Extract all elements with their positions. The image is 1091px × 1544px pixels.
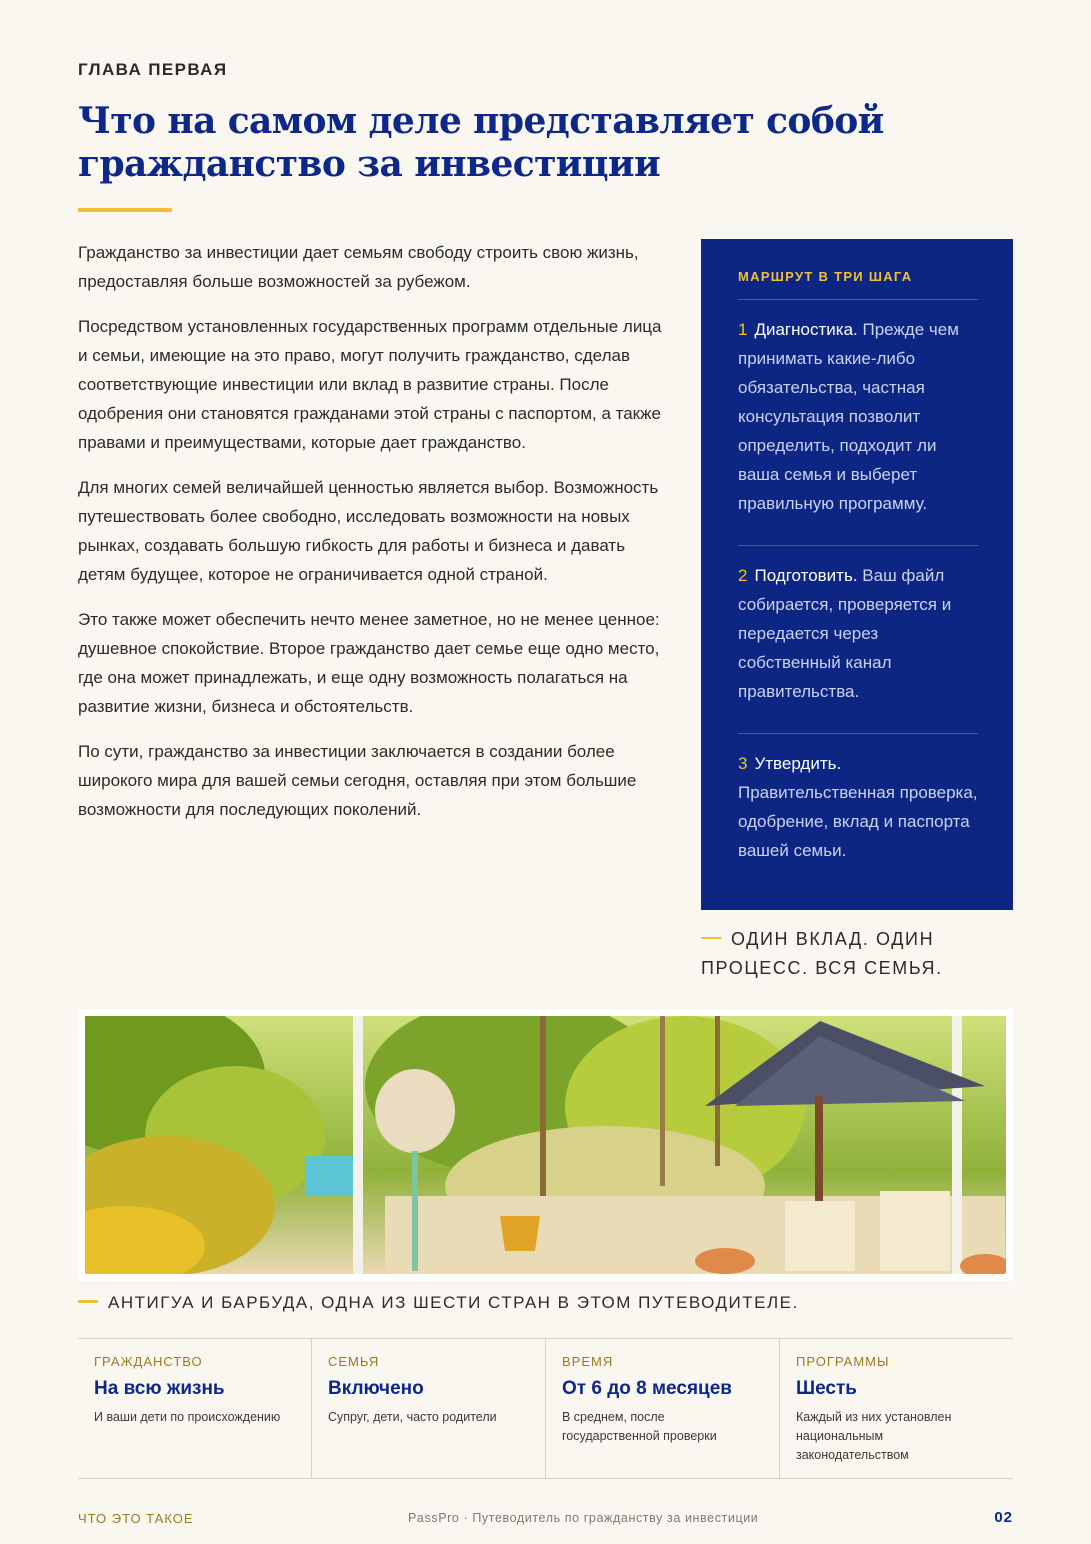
resort-illustration [85, 1016, 1006, 1274]
step-text: Правительственная проверка, одобрение, вклад и паспорта вашей семьи. [738, 783, 978, 860]
stat-cell [546, 1339, 780, 1478]
stat-value: Шесть [796, 1378, 857, 1399]
page-title: Что на самом деле представляет собой гражданство за инвестиции [78, 100, 884, 185]
body-text [78, 238, 668, 840]
tagline-text: ОДИН ВКЛАД. ОДИН ПРОЦЕСС. ВСЯ СЕМЬЯ. [701, 929, 943, 978]
stat-label: ВРЕМЯ [562, 1354, 614, 1369]
stat-cell [78, 1339, 312, 1478]
three-step-sidebar [701, 239, 1013, 910]
body-paragraph: Это также может обеспечить нечто менее заметное, но не менее ценное: душевное спокойствие. Второе гражданство дает семье еще одно место, где она может принадлежать, и еще одну возможность полагаться на развитие жизни, бизнеса и обстоятельств. [78, 610, 660, 716]
step-text: Ваш файл собирается, проверяется и передается через собственный канал правительства. [738, 566, 952, 701]
stat-value: На всю жизнь [94, 1378, 225, 1399]
step-text: Прежде чем принимать какие-либо обязательства, частная консультация позволит определить, подходит ли ваша семья и выберет правильную программу. [738, 320, 959, 513]
body-paragraph: Посредством установленных государственных программ отдельные лица и семьи, имеющие на это право, могут получить гражданство, сделав соответствующие инвестиции или вклад в развитие страны. После одобрения они становятся гражданами этой страны с паспортом, а также правами и преимуществами, которые дает гражданство. [78, 317, 662, 452]
step-name: Диагностика. [754, 320, 858, 339]
chapter-eyebrow: ГЛАВА ПЕРВАЯ [78, 60, 228, 79]
step-item [738, 546, 978, 734]
stat-note: И ваши дети по происхождению [94, 1410, 281, 1424]
step-number: 3 [738, 754, 748, 773]
gold-dash [701, 937, 721, 939]
stat-note: Каждый из них установлен национальным законодательством [796, 1410, 952, 1462]
stat-label: ГРАЖДАНСТВО [94, 1354, 203, 1369]
page-number: 02 [994, 1509, 1013, 1526]
body-paragraph: По сути, гражданство за инвестиции заключается в создании более широкого мира для вашей семьи сегодня, оставляя при этом большие возможности для последующих поколений. [78, 742, 637, 819]
footer-section-label: ЧТО ЭТО ТАКОЕ [78, 1511, 194, 1526]
stat-value: От 6 до 8 месяцев [562, 1378, 732, 1399]
body-paragraph: Гражданство за инвестиции дает семьям свободу строить свою жизнь, предоставляя больше возможностей за рубежом. [78, 243, 639, 291]
body-paragraph: Для многих семей величайшей ценностью является выбор. Возможность путешествовать более свободно, исследовать возможности на новых рынках, создавать большую гибкость для работы и бизнеса и давать детям будущее, которое не ограничивается одной страной. [78, 478, 659, 584]
step-name: Утвердить. [754, 754, 842, 773]
gold-dash [78, 1300, 98, 1303]
resort-photo [78, 1009, 1013, 1281]
stat-cell [312, 1339, 546, 1478]
stat-cell [780, 1339, 1013, 1478]
page [78, 0, 1013, 1544]
stat-note: Супруг, дети, часто родители [328, 1410, 497, 1424]
stat-label: СЕМЬЯ [328, 1354, 380, 1369]
caption-text: АНТИГУА И БАРБУДА, ОДНА ИЗ ШЕСТИ СТРАН В ЭТОМ ПУТЕВОДИТЕЛЕ. [108, 1293, 799, 1312]
step-item [738, 734, 978, 892]
title-rule [78, 208, 172, 212]
stats-row [78, 1338, 1013, 1479]
footer-publication: PassPro · Путеводитель по гражданству за инвестиции [408, 1511, 759, 1525]
photo-caption [78, 1293, 1013, 1313]
step-number: 2 [738, 566, 748, 585]
sidebar-heading: МАРШРУТ В ТРИ ШАГА [738, 269, 978, 300]
step-number: 1 [738, 320, 748, 339]
step-name: Подготовить. [754, 566, 858, 585]
sidebar-tagline [701, 925, 1001, 983]
stat-note: В среднем, после государственной проверки [562, 1410, 717, 1443]
stat-label: ПРОГРАММЫ [796, 1354, 890, 1369]
stat-value: Включено [328, 1378, 424, 1399]
step-item [738, 300, 978, 546]
